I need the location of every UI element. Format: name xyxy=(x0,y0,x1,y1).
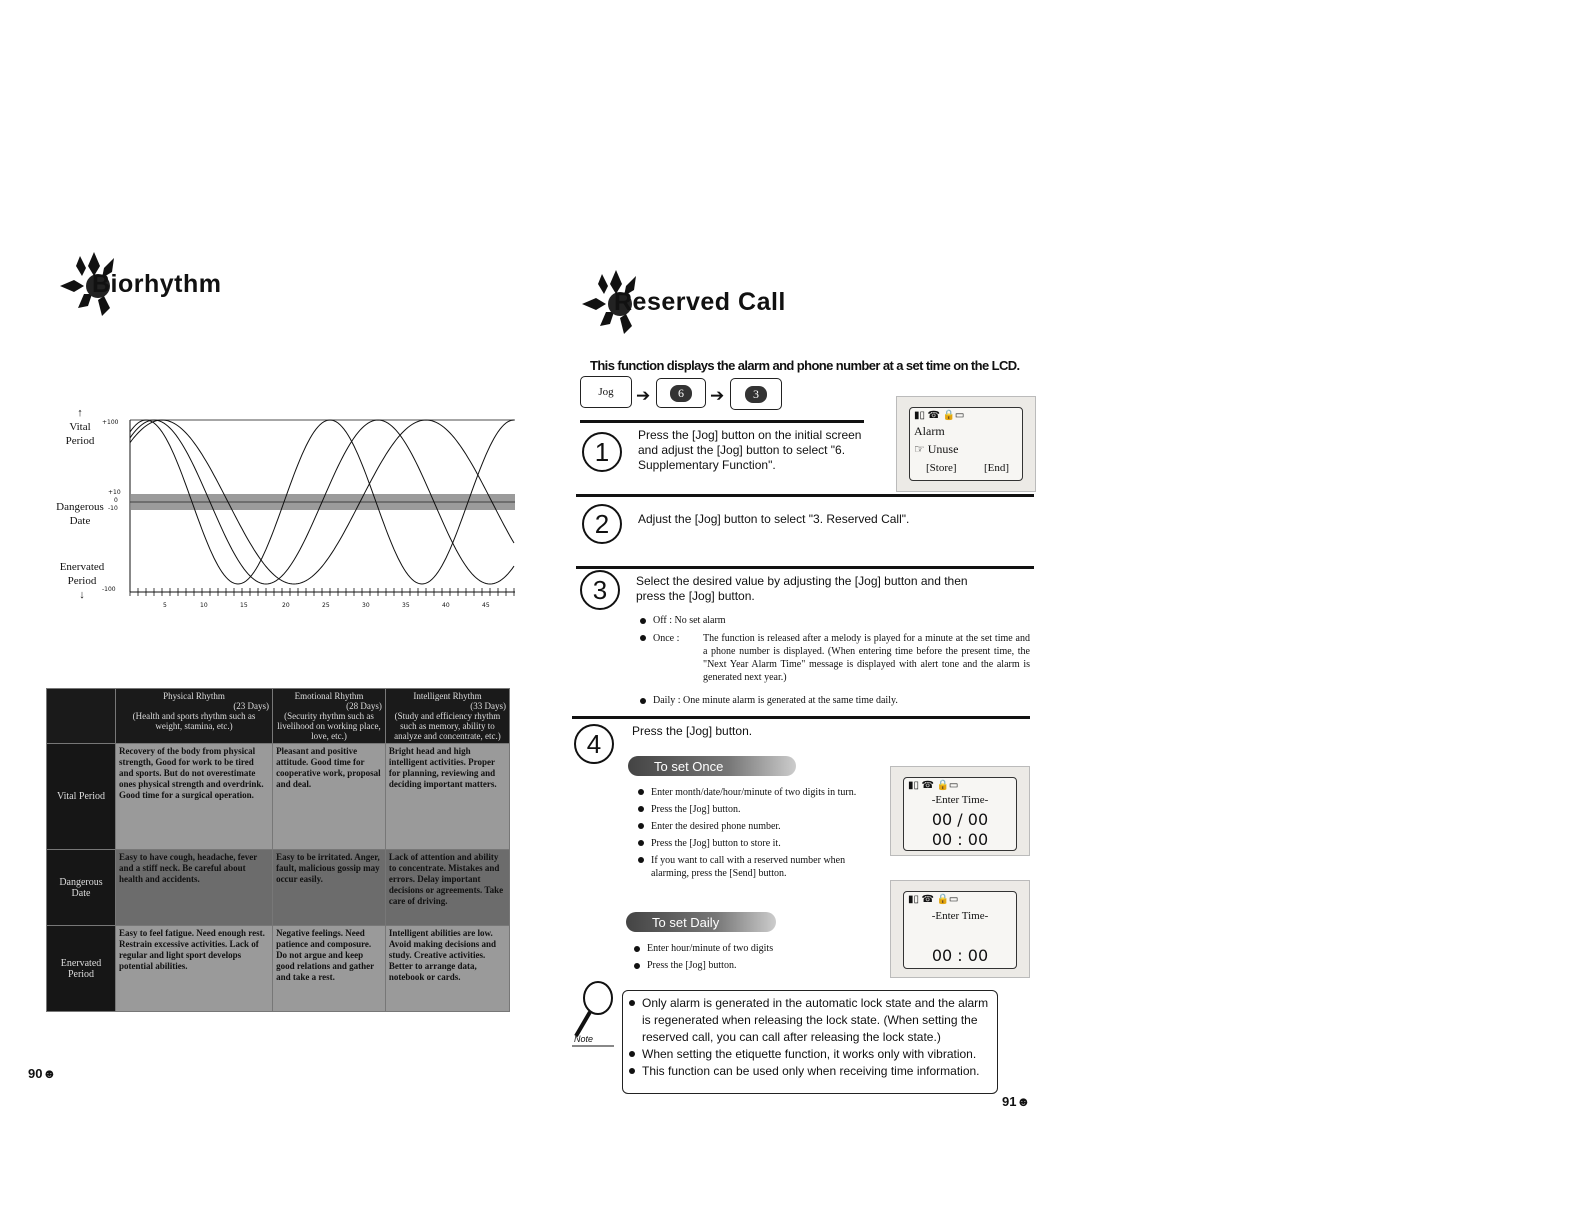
x-tick: 10 xyxy=(200,602,208,609)
table-cell: Pleasant and positive attitude. Good time for cooperative work, proposal and deal. xyxy=(273,744,386,850)
bullet-icon xyxy=(638,823,644,829)
key-3: 3 xyxy=(730,378,782,410)
set-daily-bullets xyxy=(634,942,874,972)
y-tick-plus10: +10 xyxy=(108,489,121,496)
option-once: Once : The function is released after a melody is played for a minute at the set time and a phone number is displayed. (When entering time before the present time, the "Next Year Alarm Time" message is displayed with alert tone and the alarm is generated next year.) xyxy=(640,632,1030,684)
lcd-title: -Enter Time- xyxy=(931,910,989,922)
x-tick: 15 xyxy=(240,602,248,609)
table-cell: Easy to have cough, headache, fever and a stiff neck. Be careful about health and accidents. xyxy=(116,850,273,926)
set-once-bullets xyxy=(638,786,884,880)
reserved-call-title: Reserved Call xyxy=(614,288,786,316)
y-label-dangerous: Dangerous Date xyxy=(56,501,104,527)
x-tick: 5 xyxy=(163,602,167,609)
table-row xyxy=(47,926,510,1012)
arrow-right-icon: ➔ xyxy=(636,386,651,405)
mascot-icon: ☻ xyxy=(42,1066,57,1081)
bullet-icon xyxy=(640,635,646,641)
y-label-enervated: Enervated Period ↓ xyxy=(59,561,105,601)
step-2-text: Adjust the [Jog] button to select "3. Reserved Call". xyxy=(638,512,910,526)
x-tick: 20 xyxy=(282,602,290,609)
bullet-icon xyxy=(638,857,644,863)
mascot-icon: ☻ xyxy=(1016,1094,1031,1109)
divider xyxy=(580,420,864,423)
table-cell: Bright head and high intelligent activities. Proper for planning, reviewing and deciding important matters. xyxy=(385,744,509,850)
jog-key: Jog xyxy=(580,376,632,408)
list-item: Press the [Jog] button. xyxy=(634,959,874,972)
row-label-dangerous: Dangerous Date xyxy=(47,850,116,926)
step-number-4: 4 xyxy=(574,724,614,764)
table-cell: Recovery of the body from physical strength, Good for work to be tired and sports. But do not overestimate ones physical strength and overdrink. Good time for a surgical operation. xyxy=(116,744,273,850)
step-1-text: Press the [Jog] button on the initial screen and adjust the [Jog] button to select "6. Supplementary Function". xyxy=(638,428,862,472)
list-item: Press the [Jog] button to store it. xyxy=(638,837,884,850)
divider xyxy=(576,494,1034,497)
y-tick-minus10: -10 xyxy=(108,505,118,512)
list-item: Press the [Jog] button. xyxy=(638,803,884,816)
bullet-icon xyxy=(640,618,646,624)
step-number-2: 2 xyxy=(582,504,622,544)
header-emotional: Emotional Rhythm (28 Days) (Security rhythm such as livelihood on working place, love, etc.) xyxy=(273,689,386,744)
bullet-icon xyxy=(638,806,644,812)
bullet-icon xyxy=(634,963,640,969)
bullet-icon xyxy=(629,1068,635,1074)
table-cell: Easy to feel fatigue. Need enough rest. Restrain excessive activities. Lack of regular and light sport develops potential abilities. xyxy=(116,926,273,1012)
bullet-icon xyxy=(640,698,646,704)
list-item: If you want to call with a reserved number when alarming, press the [Send] button. xyxy=(638,854,884,880)
key-6: 6 xyxy=(656,378,706,408)
note-label: Note xyxy=(574,1034,594,1044)
lcd-alarm-screen xyxy=(896,396,1036,492)
lcd-time: 00 : 00 xyxy=(931,830,989,849)
lcd-time: 00 : 00 xyxy=(931,946,989,965)
divider xyxy=(572,716,1030,719)
signal-icon: ▮▯ ☎ 🔒▭ xyxy=(914,410,965,421)
divider xyxy=(576,566,1034,569)
table-cell: Negative feelings. Need patience and composure. Do not argue and keep good relations and gather and take a rest. xyxy=(273,926,386,1012)
option-off: Off : No set alarm xyxy=(640,614,1030,627)
lcd-enter-time-daily xyxy=(890,880,1030,978)
pointer-icon: ☞ xyxy=(914,442,928,456)
bullet-icon xyxy=(638,789,644,795)
list-item: Enter month/date/hour/minute of two digits in turn. xyxy=(638,786,884,799)
x-tick: 25 xyxy=(322,602,330,609)
table-cell: Lack of attention and ability to concentrate. Mistakes and errors. Delay important decisions or agreements. Take care of driving. xyxy=(385,850,509,926)
page-number-left: 90☻ xyxy=(28,1066,57,1081)
bullet-icon xyxy=(629,1051,635,1057)
list-item: Enter the desired phone number. xyxy=(638,820,884,833)
biorhythm-title: Biorhythm xyxy=(92,270,222,298)
y-tick-plus100: +100 xyxy=(102,419,119,426)
lcd-alarm-title: Alarm xyxy=(914,424,945,438)
y-tick-zero: 0 xyxy=(114,497,118,504)
option-daily: Daily : One minute alarm is generated at the same time daily. xyxy=(640,694,1030,707)
page-number-right: 91☻ xyxy=(1002,1094,1031,1109)
bullet-icon xyxy=(629,1000,635,1006)
table-row xyxy=(47,744,510,850)
signal-icon: ▮▯ ☎ 🔒▭ xyxy=(908,780,959,791)
list-item: When setting the etiquette function, it works only with vibration. xyxy=(629,1046,991,1063)
lcd-date: 00 / 00 xyxy=(931,810,989,829)
biorhythm-table xyxy=(46,688,510,1012)
row-label-vital: Vital Period xyxy=(47,744,116,850)
table-row xyxy=(47,850,510,926)
set-once-label: To set Once xyxy=(628,756,796,776)
list-item: This function can be used only when receiving time information. xyxy=(629,1063,991,1080)
arrow-right-icon: ➔ xyxy=(710,386,725,405)
lcd-title: -Enter Time- xyxy=(931,794,989,806)
biorhythm-chart xyxy=(100,410,525,610)
lcd-option: ☞ Unuse xyxy=(914,442,959,456)
x-tick: 40 xyxy=(442,602,450,609)
header-physical: Physical Rhythm (23 Days) (Health and sports rhythm such as weight, stamina, etc.) xyxy=(116,689,273,744)
bullet-icon xyxy=(638,840,644,846)
row-label-enervated: Enervated Period xyxy=(47,926,116,1012)
x-tick: 45 xyxy=(482,602,490,609)
lcd-soft-end: [End] xyxy=(984,462,1010,474)
lcd-enter-time-once xyxy=(890,766,1030,856)
x-tick: 35 xyxy=(402,602,410,609)
list-item: Enter hour/minute of two digits xyxy=(634,942,874,955)
step-number-1: 1 xyxy=(582,432,622,472)
lcd-soft-store: [Store] xyxy=(926,462,957,474)
note-box xyxy=(622,990,998,1094)
table-corner xyxy=(47,689,116,744)
intro-text: This function displays the alarm and phone number at a set time on the LCD. xyxy=(590,358,1020,373)
bullet-icon xyxy=(634,946,640,952)
set-daily-label: To set Daily xyxy=(626,912,776,932)
signal-icon: ▮▯ ☎ 🔒▭ xyxy=(908,894,959,905)
header-intelligent: Intelligent Rhythm (33 Days) (Study and efficiency rhythm such as memory, ability to analyze and concentrate, etc.) xyxy=(385,689,509,744)
x-tick: 30 xyxy=(362,602,370,609)
step-4-text: Press the [Jog] button. xyxy=(632,724,753,738)
y-label-vital: ↑ Vital Period xyxy=(65,407,95,447)
y-tick-minus100: -100 xyxy=(102,586,116,593)
step-number-3: 3 xyxy=(580,570,620,610)
table-cell: Intelligent abilities are low. Avoid making decisions and study. Creative activities. Better to arrange data, notebook or cards. xyxy=(385,926,509,1012)
table-cell: Easy to be irritated. Anger, fault, malicious gossip may occur easily. xyxy=(273,850,386,926)
step-3-text: Select the desired value by adjusting the [Jog] button and then press the [Jog] button. xyxy=(636,574,968,603)
list-item: Only alarm is generated in the automatic lock state and the alarm is regenerated when releasing the lock state. (When setting the reserved call, you can call after releasing the lock state.) xyxy=(629,995,991,1046)
